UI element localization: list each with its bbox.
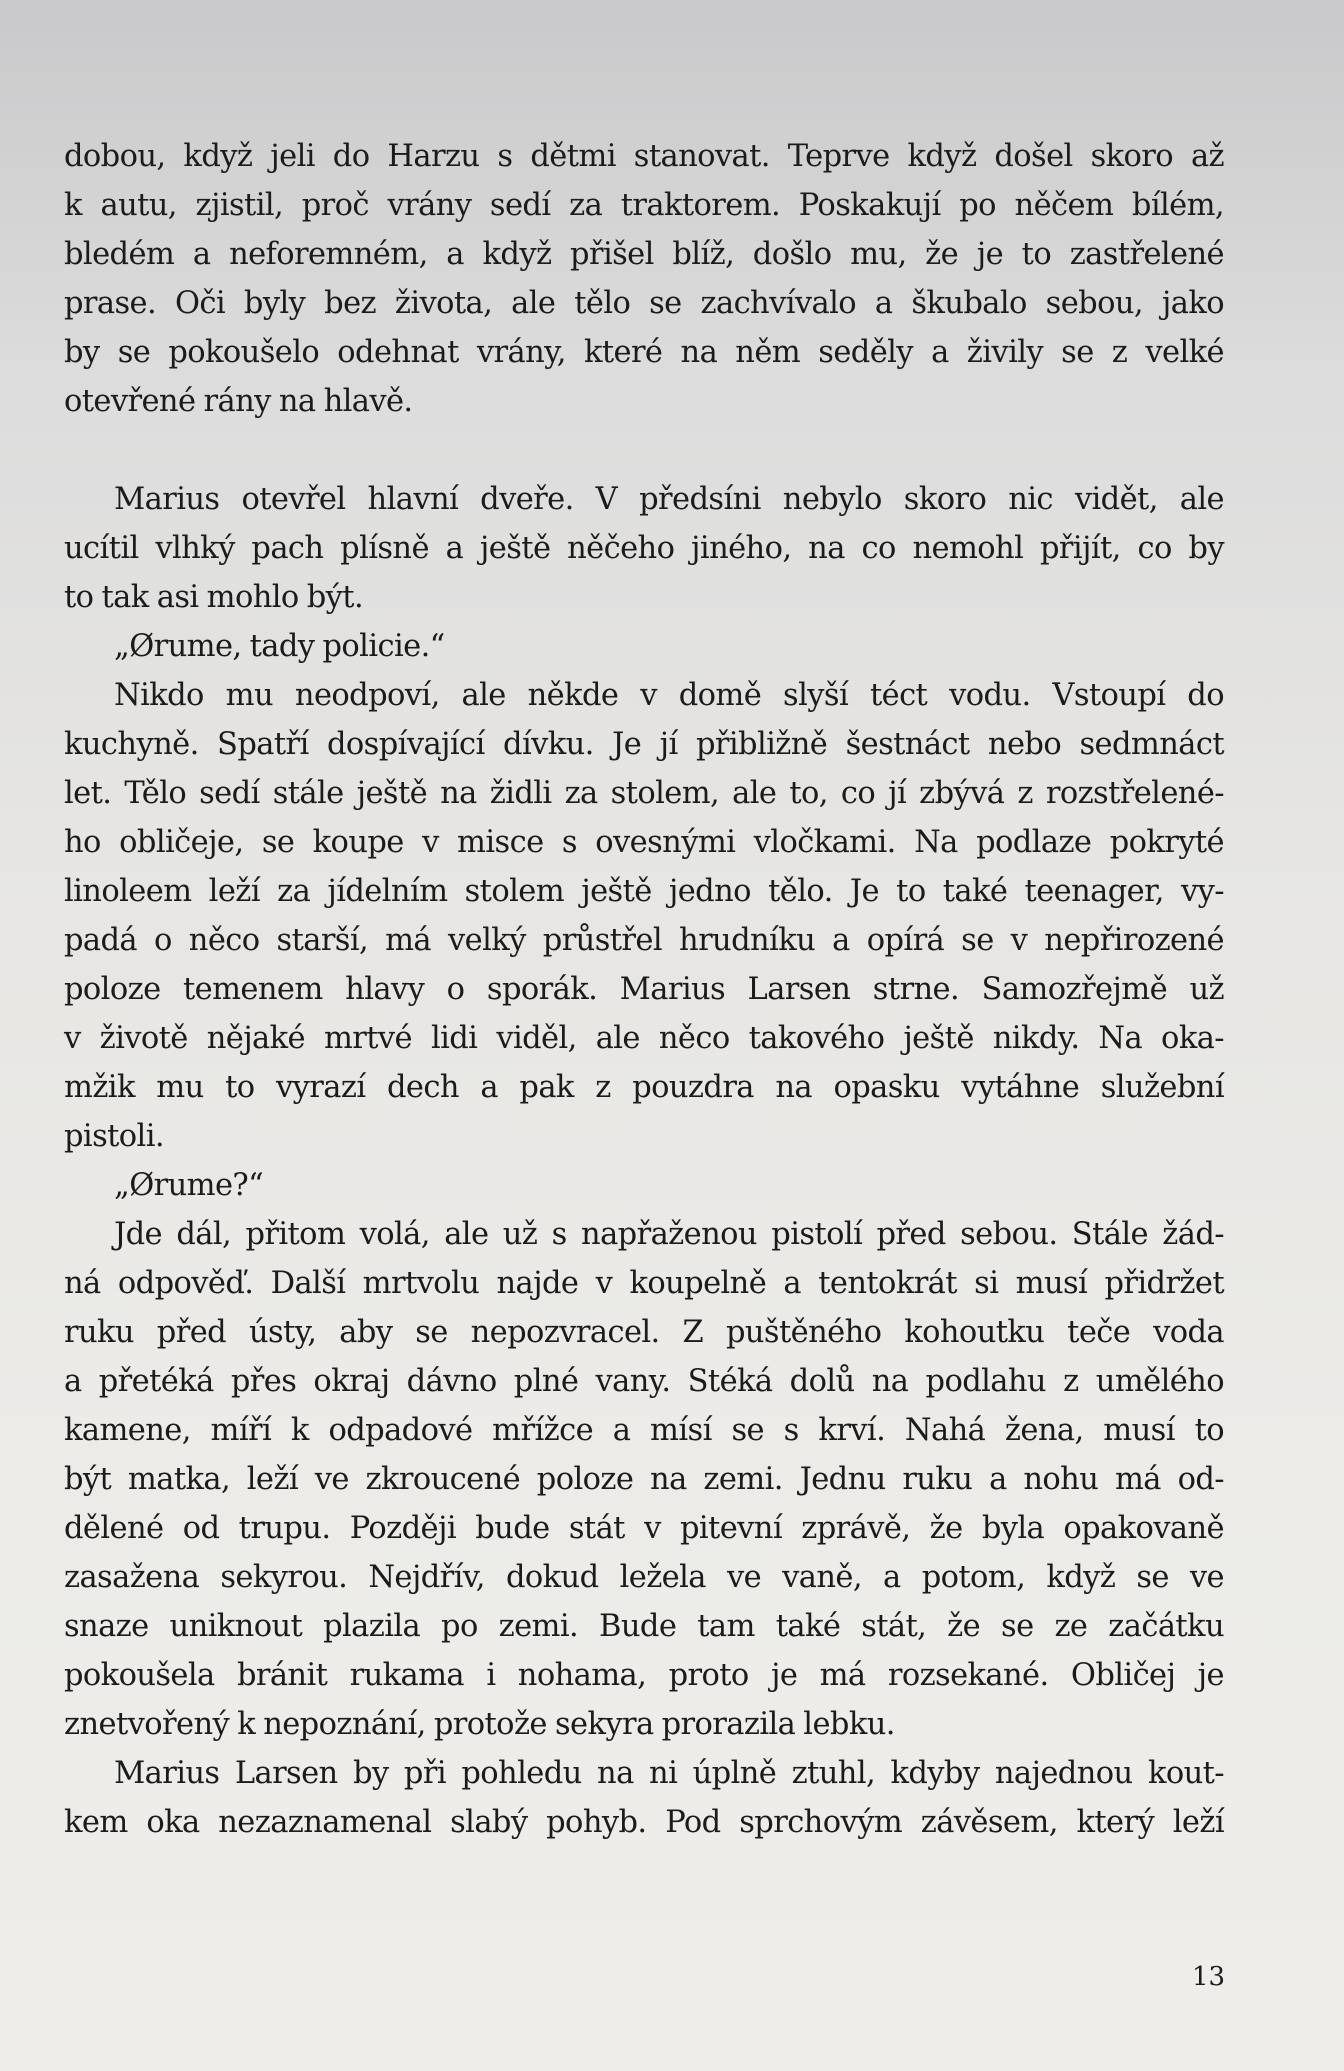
text-line: být matka, leží ve zkroucené poloze na zemi. Jednu ruku a nohu má od- [64,1462,1224,1497]
text-line: Jde dál, přitom volá, ale už s napřaženou pistolí před sebou. Stále žád- [114,1217,1224,1252]
text-line: snaze uniknout plazila po zemi. Bude tam také stát, že se ze začátku [64,1609,1224,1644]
text-line: znetvořený k nepoznání, protože sekyra prorazila lebku. [64,1707,895,1742]
text-line: „Ørume?“ [114,1168,264,1203]
text-line: dobou, když jeli do Harzu s dětmi stanovat. Teprve když došel skoro až [64,139,1224,174]
text-line: mžik mu to vyrazí dech a pak z pouzdra na opasku vytáhne služební [64,1070,1224,1105]
paragraph-break [64,426,1224,475]
text-line: ucítil vlhký pach plísně a ještě něčeho jiného, na co nemohl přijít, co by [64,531,1224,566]
text-line: linoleem leží za jídelním stolem ještě jedno tělo. Je to také teenager, vy- [64,874,1224,909]
text-line: let. Tělo sedí stále ještě na židli za stolem, ale to, co jí zbývá z rozstřelené- [64,776,1224,811]
text-line: a přetéká přes okraj dávno plné vany. Stéká dolů na podlahu z umělého [64,1364,1224,1399]
text-line: ná odpověď. Další mrtvolu najde v koupelně a tentokrát si musí přidržet [64,1266,1224,1301]
text-line: pistoli. [64,1119,164,1154]
text-line: v životě nějaké mrtvé lidi viděl, ale něco takového ještě nikdy. Na oka- [64,1021,1224,1056]
text-line: dělené od trupu. Později bude stát v pitevní zprávě, že byla opakovaně [64,1511,1224,1546]
text-line: Marius otevřel hlavní dveře. V předsíni nebylo skoro nic vidět, ale [114,482,1224,517]
text-line: ho obličeje, se koupe v misce s ovesnými vločkami. Na podlaze pokryté [64,825,1224,860]
text-line: poloze temenem hlavy o sporák. Marius Larsen strne. Samozřejmě už [64,972,1224,1007]
text-line: kem oka nezaznamenal slabý pohyb. Pod sprchovým závěsem, který leží [64,1805,1224,1840]
text-line: otevřené rány na hlavě. [64,384,413,419]
text-line: to tak asi mohlo být. [64,580,364,615]
text-line: by se pokoušelo odehnat vrány, které na něm seděly a živily se z velké [64,335,1224,370]
text-line: bledém a neforemném, a když přišel blíž, došlo mu, že je to zastřelené [64,237,1224,272]
text-line: kamene, míří k odpadové mřížce a mísí se s krví. Nahá žena, musí to [64,1413,1224,1448]
text-line: „Ørume, tady policie.“ [114,629,445,664]
text-line: Nikdo mu neodpoví, ale někde v domě slyší téct vodu. Vstoupí do [114,678,1224,713]
text-line: kuchyně. Spatří dospívající dívku. Je jí přibližně šestnáct nebo sedmnáct [64,727,1224,762]
text-line: k autu, zjistil, proč vrány sedí za traktorem. Poskakují po něčem bílém, [64,188,1224,223]
body-text [64,132,1224,1847]
text-line: Marius Larsen by při pohledu na ni úplně ztuhl, kdyby najednou kout- [114,1756,1224,1791]
text-line: zasažena sekyrou. Nejdřív, dokud ležela ve vaně, a potom, když se ve [64,1560,1224,1595]
text-line: prase. Oči byly bez života, ale tělo se zachvívalo a škubalo sebou, jako [64,286,1224,321]
text-line: pokoušela bránit rukama i nohama, proto je má rozsekané. Obličej je [64,1658,1224,1693]
text-line: padá o něco starší, má velký průstřel hrudníku a opírá se v nepřirozené [64,923,1224,958]
page-number: 13 [1192,1962,1226,1992]
text-line: ruku před ústy, aby se nepozvracel. Z puštěného kohoutku teče voda [64,1315,1224,1350]
